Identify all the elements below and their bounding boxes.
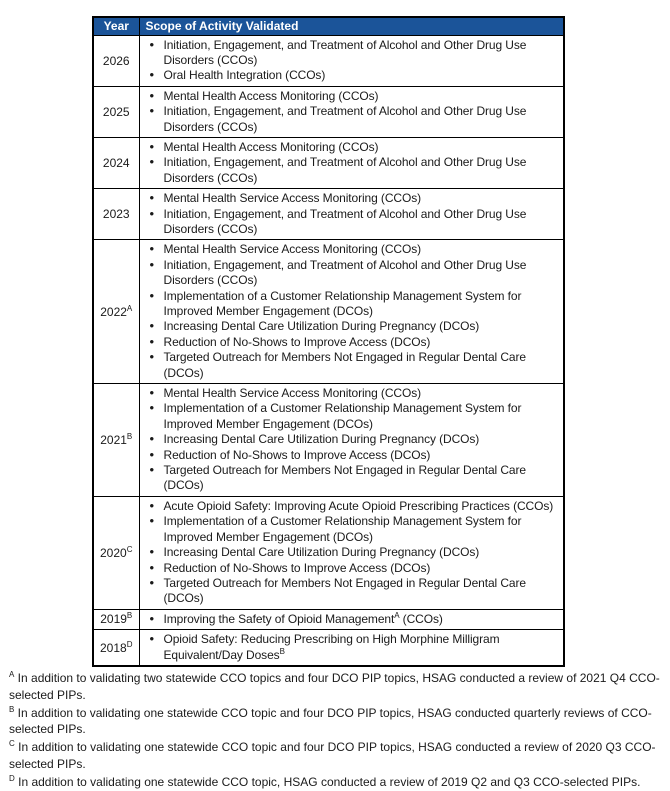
- year-cell: 2024: [93, 137, 139, 188]
- activity-item: • Opioid Safety: Reducing Prescribing on High Morphine Milligram Equivalent/Day Doses$^B$: [140, 632, 564, 663]
- activity-item: • Reduction of No-Shows to Improve Access (DCOs): [140, 561, 564, 576]
- activity-item: • Increasing Dental Care Utilization During Pregnancy (DCOs): [140, 432, 564, 447]
- table-row: [93, 496, 564, 609]
- year-cell: 2025: [93, 86, 139, 137]
- scope-cell: [139, 609, 564, 629]
- activity-item: • Increasing Dental Care Utilization During Pregnancy (DCOs): [140, 319, 564, 334]
- activity-item: • Targeted Outreach for Members Not Engaged in Regular Dental Care (DCOs): [140, 576, 564, 607]
- footnote-marker: A: [9, 669, 15, 679]
- year-cell: $2018^D$: [93, 630, 139, 666]
- scope-cell: [139, 137, 564, 188]
- table-row: [93, 384, 564, 497]
- activity-item: • Targeted Outreach for Members Not Engaged in Regular Dental Care (DCOs): [140, 463, 564, 494]
- table-row: [93, 240, 564, 384]
- footnote-marker: C: [9, 739, 15, 749]
- year-cell: $2020^C$: [93, 496, 139, 609]
- activity-item: • Initiation, Engagement, and Treatment of Alcohol and Other Drug Use Disorders (CCOs): [140, 155, 564, 186]
- activity-item: • Acute Opioid Safety: Improving Acute Opioid Prescribing Practices (CCOs): [140, 499, 564, 514]
- activity-list: [140, 89, 564, 135]
- year-cell: $2022^A$: [93, 240, 139, 384]
- scope-cell: [139, 630, 564, 666]
- year-cell: $2021^B$: [93, 384, 139, 497]
- activity-item: • Mental Health Service Access Monitoring (CCOs): [140, 242, 564, 257]
- activity-item: • Initiation, Engagement, and Treatment of Alcohol and Other Drug Use Disorders (CCOs): [140, 258, 564, 289]
- activity-item: • Oral Health Integration (CCOs): [140, 68, 564, 83]
- activity-item: • Improving the Safety of Opioid Management$^A$ (CCOs): [140, 612, 564, 627]
- activity-item: • Initiation, Engagement, and Treatment of Alcohol and Other Drug Use Disorders (CCOs): [140, 207, 564, 238]
- activity-item: • Mental Health Service Access Monitoring (CCOs): [140, 386, 564, 401]
- activity-list: [140, 140, 564, 186]
- year-footnote-marker: C: [126, 544, 133, 554]
- scope-cell: [139, 240, 564, 384]
- activity-item: • Implementation of a Customer Relationship Management System for Improved Member Engagement (DCOs): [140, 401, 564, 432]
- footnote: $^C$ In addition to validating one statewide CCO topic and four DCO PIP topics, HSAG conducted a review of 2020 Q3 CCO-selected PIPs.: [9, 739, 656, 771]
- activity-item: • Reduction of No-Shows to Improve Access (DCOs): [140, 448, 564, 463]
- activity-list: [140, 499, 564, 607]
- activity-item: • Initiation, Engagement, and Treatment of Alcohol and Other Drug Use Disorders (CCOs): [140, 38, 564, 69]
- footnote: $^A$ In addition to validating two statewide CCO topics and four DCO PIP topics, HSAG conducted a review of 2021 Q4 CCO-selected PIPs.: [9, 669, 660, 702]
- activity-list: [140, 191, 564, 237]
- year-footnote-marker: B: [126, 431, 133, 441]
- footnote-marker: B: [9, 704, 15, 714]
- activity-list: [140, 38, 564, 84]
- scope-cell: [139, 384, 564, 497]
- scope-cell: [139, 189, 564, 240]
- table-body: [93, 35, 564, 666]
- table-row: [93, 609, 564, 629]
- table-row: [93, 35, 564, 86]
- year-cell: 2026: [93, 35, 139, 86]
- scope-cell: [139, 86, 564, 137]
- year-cell: 2023: [93, 189, 139, 240]
- scope-column-header: Scope of Activity Validated: [139, 17, 564, 35]
- activity-list: [140, 612, 564, 627]
- scope-cell: [139, 35, 564, 86]
- footnotes: [9, 670, 664, 791]
- activity-footnote-marker: B: [279, 646, 285, 656]
- footnote: $^B$ In addition to validating one statewide CCO topic and four DCO PIP topics, HSAG conducted quarterly reviews of CCO-selected PIPs.: [9, 704, 652, 737]
- activity-item: • Mental Health Service Access Monitoring (CCOs): [140, 191, 564, 206]
- activity-item: • Mental Health Access Monitoring (CCOs): [140, 89, 564, 104]
- table-header: [93, 17, 564, 35]
- activity-item: • Mental Health Access Monitoring (CCOs): [140, 140, 564, 155]
- activity-item: • Targeted Outreach for Members Not Engaged in Regular Dental Care (DCOs): [140, 350, 564, 381]
- table-wrapper: [92, 16, 670, 667]
- activity-list: [140, 632, 564, 663]
- year-cell: $2019^B$: [93, 609, 139, 629]
- table-row: [93, 630, 564, 666]
- year-footnote-marker: A: [126, 303, 133, 313]
- activity-item: • Implementation of a Customer Relationship Management System for Improved Member Engagement (DCOs): [140, 514, 564, 545]
- activity-list: [140, 242, 564, 381]
- activity-item: • Initiation, Engagement, and Treatment of Alcohol and Other Drug Use Disorders (CCOs): [140, 104, 564, 135]
- activity-item: • Implementation of a Customer Relationship Management System for Improved Member Engagement (DCOs): [140, 289, 564, 320]
- year-footnote-marker: B: [126, 611, 133, 621]
- header-row: [93, 17, 564, 35]
- activity-item: • Increasing Dental Care Utilization During Pregnancy (DCOs): [140, 545, 564, 560]
- table-row: [93, 137, 564, 188]
- scope-cell: [139, 496, 564, 609]
- activity-item: • Reduction of No-Shows to Improve Access (DCOs): [140, 335, 564, 350]
- year-footnote-marker: D: [126, 639, 133, 649]
- footnote: $^D$ In addition to validating one statewide CCO topic, HSAG conducted a review of 2019 Q2 and Q3 CCO-selected PIPs.: [9, 773, 641, 789]
- table-row: [93, 189, 564, 240]
- footnote-marker: D: [9, 773, 15, 783]
- activity-footnote-marker: A: [394, 610, 400, 620]
- activity-validation-table: [92, 16, 565, 667]
- activity-list: [140, 386, 564, 494]
- table-row: [93, 86, 564, 137]
- year-column-header: Year: [93, 17, 139, 35]
